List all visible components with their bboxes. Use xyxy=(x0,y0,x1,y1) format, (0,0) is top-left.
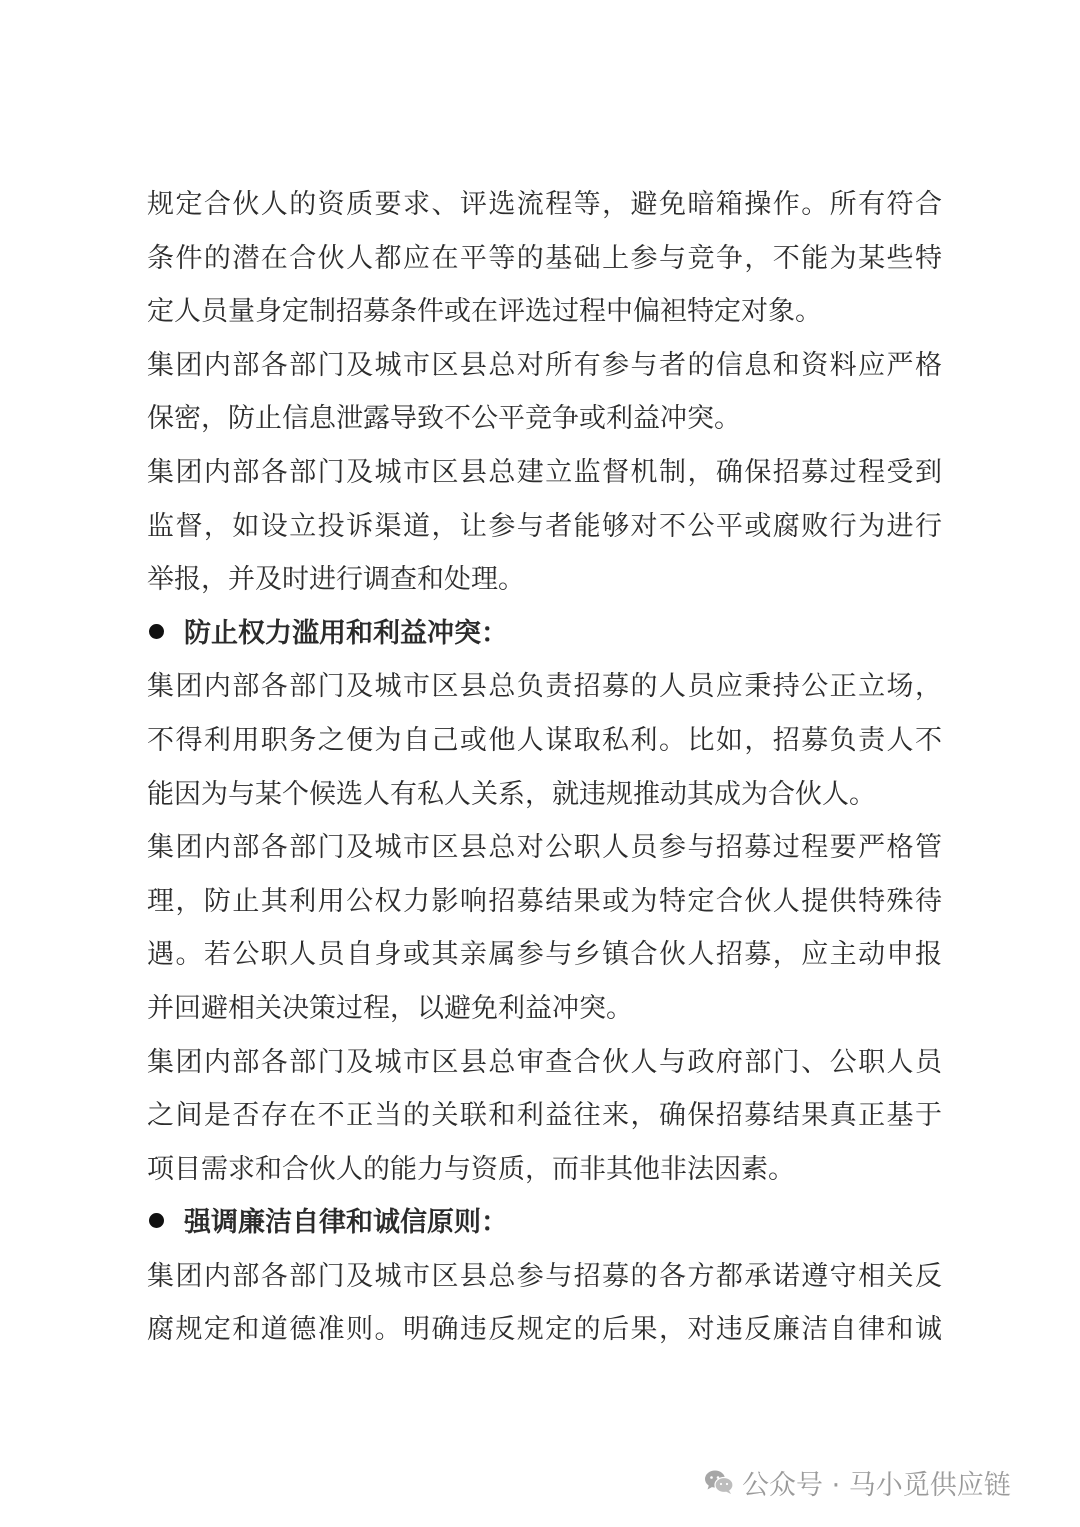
paragraph xyxy=(147,339,942,446)
text-line: 集团内部各部门及城市区县总参与招募的各方都承诺遵守相关反 xyxy=(147,1260,942,1292)
text-line: 之间是否存在不正当的关联和利益往来，确保招募结果真正基于 xyxy=(147,1100,942,1132)
section-heading-text: 强调廉洁自律和诚信原则： xyxy=(184,1207,508,1239)
section-heading xyxy=(147,607,942,661)
watermark xyxy=(704,1462,1011,1502)
document-body xyxy=(147,178,942,1357)
section-heading-text: 防止权力滥用和利益冲突： xyxy=(184,617,508,649)
text-line: 集团内部各部门及城市区县总对所有参与者的信息和资料应严格 xyxy=(147,349,942,381)
text-line: 定人员量身定制招募条件或在评选过程中偏袒特定对象。 xyxy=(147,296,822,328)
text-line: 监督，如设立投诉渠道，让参与者能够对不公平或腐败行为进行 xyxy=(147,510,942,542)
text-line: 保密，防止信息泄露导致不公平竞争或利益冲突。 xyxy=(147,403,741,435)
text-line: 并回避相关决策过程，以避免利益冲突。 xyxy=(147,992,633,1024)
text-line: 举报，并及时进行调查和处理。 xyxy=(147,564,525,596)
paragraph xyxy=(147,660,942,821)
text-line: 集团内部各部门及城市区县总审查合伙人与政府部门、公职人员 xyxy=(147,1046,942,1078)
text-line: 能因为与某个候选人有私人关系，就违规推动其成为合伙人。 xyxy=(147,778,876,810)
text-line: 条件的潜在合伙人都应在平等的基础上参与竞争，不能为某些特 xyxy=(147,242,942,274)
text-line: 规定合伙人的资质要求、评选流程等，避免暗箱操作。所有符合 xyxy=(147,189,942,220)
text-line: 腐规定和道德准则。明确违反规定的后果，对违反廉洁自律和诚 xyxy=(147,1314,942,1346)
section-heading xyxy=(147,1196,942,1250)
text-line: 项目需求和合伙人的能力与资质，而非其他非法因素。 xyxy=(147,1153,795,1185)
text-line: 不得利用职务之便为自己或他人谋取私利。比如，招募负责人不 xyxy=(147,724,942,756)
text-line: 集团内部各部门及城市区县总对公职人员参与招募过程要严格管 xyxy=(147,832,942,864)
text-line: 集团内部各部门及城市区县总负责招募的人员应秉持公正立场， xyxy=(147,671,942,703)
bullet-icon xyxy=(149,1213,164,1228)
watermark-text: 公众号 · 马小觅供应链 xyxy=(742,1469,1011,1501)
text-line: 遇。若公职人员自身或其亲属参与乡镇合伙人招募，应主动申报 xyxy=(147,939,942,971)
paragraph xyxy=(147,821,942,1035)
wechat-icon xyxy=(704,1469,734,1495)
paragraph xyxy=(147,178,942,339)
text-line: 理，防止其利用公权力影响招募结果或为特定合伙人提供特殊待 xyxy=(147,885,942,917)
bullet-icon xyxy=(149,624,164,639)
paragraph xyxy=(147,1036,942,1197)
paragraph xyxy=(147,446,942,607)
text-line: 集团内部各部门及城市区县总建立监督机制，确保招募过程受到 xyxy=(147,456,942,488)
paragraph xyxy=(147,1250,942,1357)
